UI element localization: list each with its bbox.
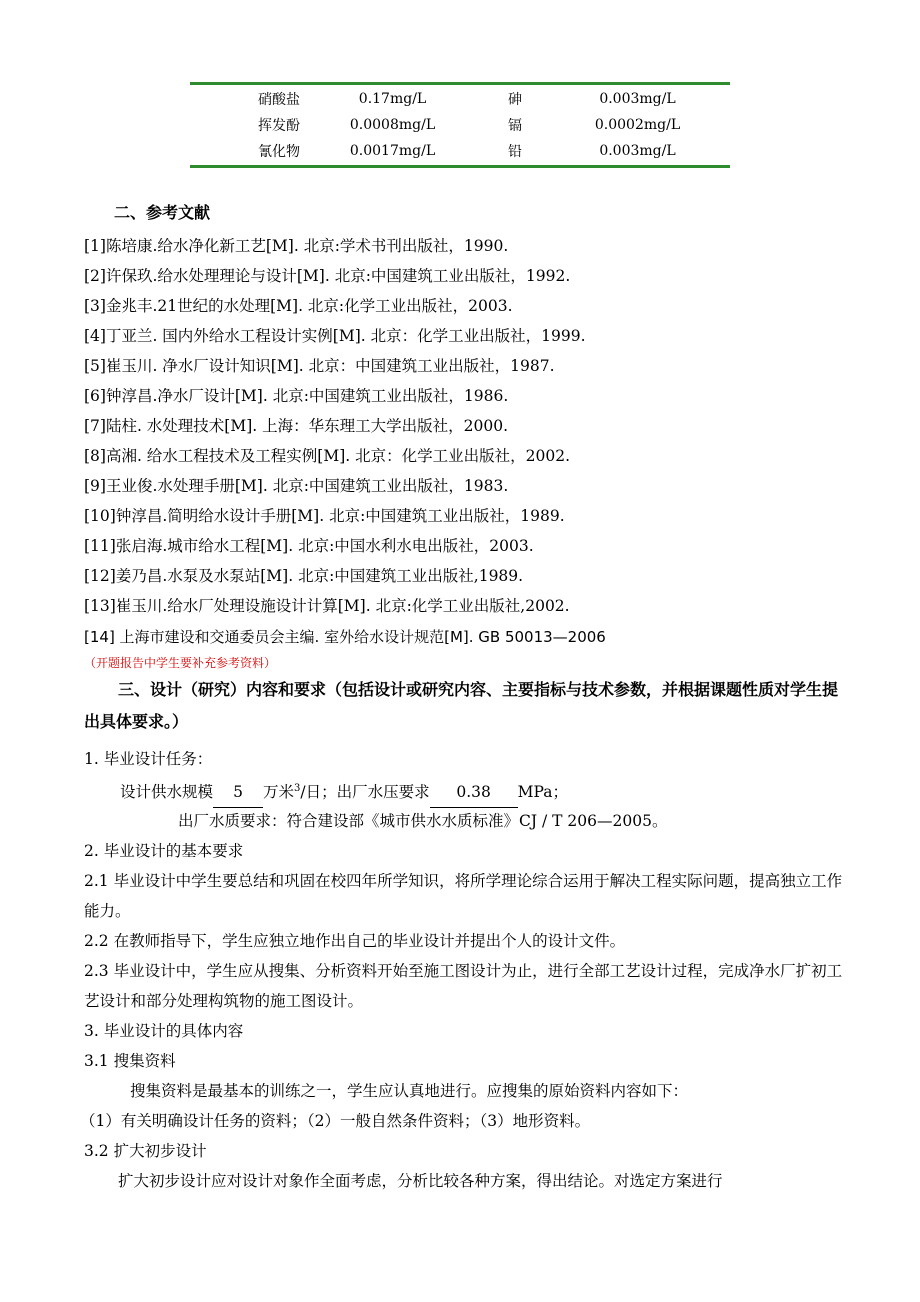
- reference-item: [11]张启海.城市给水工程[M]. 北京:中国水利水电出版社，2003.: [84, 537, 534, 555]
- reference-item: [10]钟淳昌.简明给水设计手册[M]. 北京:中国建筑工业出版社，1989.: [84, 507, 565, 525]
- section-3-1-title: 3.1 搜集资料: [84, 1052, 176, 1070]
- task-scale-line: [120, 774, 568, 808]
- scale-value: 5: [213, 777, 263, 808]
- table-cell: 0.003mg/L: [599, 143, 676, 159]
- specific-content-title: 3. 毕业设计的具体内容: [84, 1022, 244, 1040]
- water-quality-table: [190, 82, 730, 168]
- reference-item: [7]陆柱. 水处理技术[M]. 上海：华东理工大学出版社，2000.: [84, 417, 509, 435]
- table-cell: 铅: [508, 144, 522, 160]
- pressure-unit: MPa；: [517, 783, 568, 802]
- section-3-2-text: 扩大初步设计应对设计对象作全面考虑，分析比较各种方案，得出结论。对选定方案进行: [118, 1172, 723, 1190]
- reference-item: [13]崔玉川.给水厂处理设施设计计算[M]. 北京:化学工业出版社,2002.: [84, 597, 570, 615]
- requirement-2-3: 2.3 毕业设计中，学生应从搜集、分析资料开始至施工图设计为止，进行全部工艺设计过程，完成净水厂扩初工艺设计和部分处理构筑物的施工图设计。: [84, 962, 843, 1010]
- water-quality-requirement: 出厂水质要求：符合建设部《城市供水水质标准》CJ / T 206—2005。: [178, 812, 668, 830]
- reference-item: [9]王业俊.水处理手册[M]. 北京:中国建筑工业出版社，1983.: [84, 477, 509, 495]
- table-cell: 镉: [508, 118, 522, 134]
- table-cell: 0.0008mg/L: [349, 117, 436, 133]
- table-cell: 0.17mg/L: [358, 91, 427, 107]
- scale-mid: 万米: [263, 783, 295, 802]
- reference-item: [5]崔玉川. 净水厂设计知识[M]. 北京：中国建筑工业出版社，1987.: [84, 357, 555, 375]
- reference-item: [14] 上海市建设和交通委员会主编. 室外给水设计规范[M]. GB 50013—2006: [84, 628, 606, 646]
- scale-prefix: 设计供水规模: [120, 783, 214, 802]
- table-row: [190, 112, 730, 138]
- section-3-heading: 三、设计（研究）内容和要求（包括设计或研究内容、主要指标与技术参数，并根据课题性质对学生提出具体要求。）: [84, 680, 839, 731]
- scale-sup: 3: [294, 783, 301, 794]
- references-heading: 二、参考文献: [114, 203, 211, 222]
- table-row: [190, 138, 730, 164]
- section-3-1-text: 搜集资料是最基本的训练之一，学生应认真地进行。应搜集的原始资料内容如下：: [130, 1082, 689, 1100]
- table-cell: 0.0017mg/L: [349, 143, 436, 159]
- reference-item: [4]丁亚兰. 国内外给水工程设计实例[M]. 北京：化学工业出版社，1999.: [84, 327, 586, 345]
- table-row: [190, 86, 730, 112]
- section-3-2-title: 3.2 扩大初步设计: [84, 1142, 207, 1160]
- reference-item: [1]陈培康.给水净化新工艺[M]. 北京:学术书刊出版社，1990.: [84, 237, 509, 255]
- table-cell: 氰化物: [258, 144, 300, 160]
- reference-item: [8]高湘. 给水工程技术及工程实例[M]. 北京：化学工业出版社，2002.: [84, 447, 571, 465]
- reference-item: [6]钟淳昌.净水厂设计[M]. 北京:中国建筑工业出版社，1986.: [84, 387, 509, 405]
- table-cell: 挥发酚: [258, 118, 300, 134]
- reference-item: [2]许保玖.给水处理理论与设计[M]. 北京:中国建筑工业出版社，1992.: [84, 267, 571, 285]
- requirement-2-2: 2.2 在教师指导下，学生应独立地作出自己的毕业设计并提出个人的设计文件。: [84, 932, 626, 950]
- table-cell: 0.003mg/L: [599, 91, 676, 107]
- task-title: 1. 毕业设计任务：: [84, 750, 213, 768]
- requirement-2-1: 2.1 毕业设计中学生要总结和巩固在校四年所学知识，将所学理论综合运用于解决工程实际问题，提高独立工作能力。: [84, 872, 843, 920]
- reference-item: [3]金兆丰.21世纪的水处理[M]. 北京:化学工业出版社，2003.: [84, 297, 513, 315]
- table-cell: 0.0002mg/L: [594, 117, 681, 133]
- table-cell: 砷: [508, 92, 522, 108]
- references-note: （开题报告中学生要补充参考资料）: [84, 656, 277, 670]
- table-cell: 硝酸盐: [258, 92, 300, 108]
- pressure-value: 0.38: [430, 777, 518, 808]
- scale-after: /日；出厂水压要求: [300, 783, 430, 802]
- reference-item: [12]姜乃昌.水泵及水泵站[M]. 北京:中国建筑工业出版社,1989.: [84, 567, 524, 585]
- basic-requirements-title: 2. 毕业设计的基本要求: [84, 842, 244, 860]
- section-3-1-list: （1）有关明确设计任务的资料；（2）一般自然条件资料；（3）地形资料。: [80, 1112, 591, 1130]
